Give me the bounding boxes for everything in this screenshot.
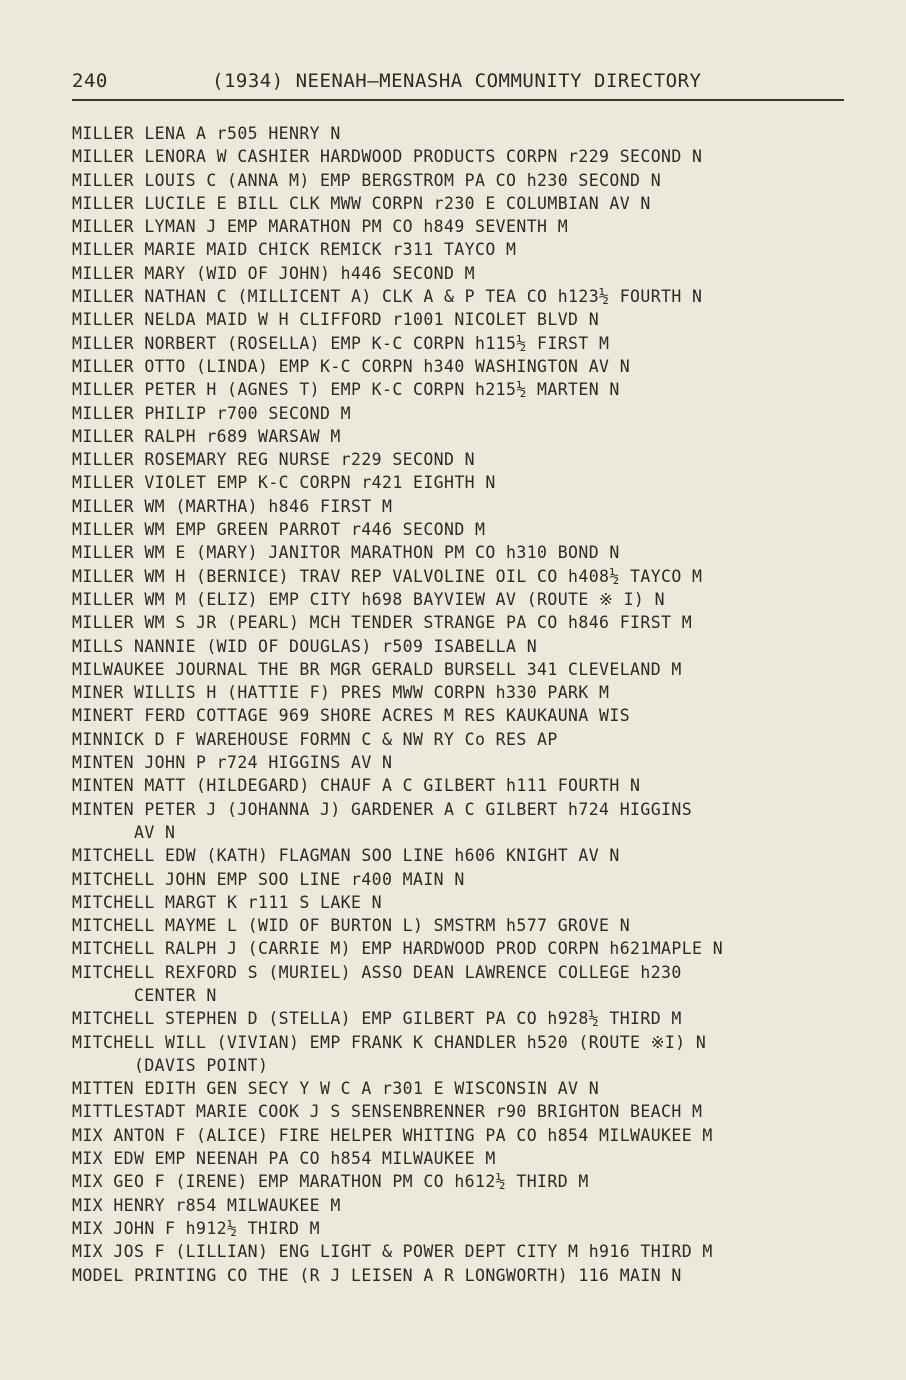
directory-entry — [72, 471, 862, 494]
entry-text: MIX HENRY r854 MILWAUKEE M — [72, 1195, 341, 1215]
running-title: (1934) NEENAH—MENASHA COMMUNITY DIRECTORY — [212, 70, 702, 92]
entry-text: MILLER WM E (MARY) JANITOR MARATHON PM CO h310 BOND N — [72, 543, 620, 563]
directory-entry — [72, 1217, 862, 1240]
directory-entry — [72, 658, 862, 681]
directory-entry — [72, 285, 862, 308]
directory-entry — [72, 402, 862, 425]
directory-entry — [72, 844, 862, 867]
entry-text: MIX JOS F (LILLIAN) ENG LIGHT & POWER DEPT CITY M h916 THIRD M — [72, 1242, 713, 1262]
entry-text: MILLER LENA A r505 HENRY N — [72, 124, 341, 143]
directory-entry — [72, 588, 862, 611]
directory-entry — [72, 541, 862, 564]
entry-continuation: CENTER N — [134, 985, 217, 1005]
directory-entry — [72, 495, 862, 518]
entry-text: MILLER MARY (WID OF JOHN) h446 SECOND M — [72, 263, 476, 283]
entry-text: MILLER RALPH r689 WARSAW M — [72, 426, 341, 446]
directory-entry — [72, 1100, 862, 1123]
directory-entry — [72, 238, 862, 261]
directory-entry — [72, 914, 862, 937]
entry-text: MIX JOHN F h912½ THIRD M — [72, 1218, 321, 1238]
entry-text: MILLER WM H (BERNICE) TRAV REP VALVOLINE OIL CO h408½ TAYCO M — [72, 566, 703, 586]
entry-text: MINER WILLIS H (HATTIE F) PRES MWW CORPN h330 PARK M — [72, 683, 610, 703]
directory-entry — [72, 332, 862, 355]
entry-text: MINTEN PETER J (JOHANNA J) GARDENER A C GILBERT h724 HIGGINS — [72, 799, 693, 819]
entry-text: MILLS NANNIE (WID OF DOUGLAS) r509 ISABELLA N — [72, 636, 538, 656]
entry-text: MILLER LYMAN J EMP MARATHON PM CO h849 SEVENTH M — [72, 217, 569, 237]
directory-entry — [72, 961, 862, 1008]
entry-text: MILLER PHILIP r700 SECOND M — [72, 403, 352, 423]
directory-entries — [72, 122, 862, 1287]
entry-text: MILLER PETER H (AGNES T) EMP K-C CORPN h215½ MARTEN N — [72, 380, 620, 400]
entry-text: MILLER WM (MARTHA) h846 FIRST M — [72, 496, 393, 516]
entry-text: MITCHELL MAYME L (WID OF BURTON L) SMSTRM h577 GROVE N — [72, 916, 631, 936]
directory-entry — [72, 728, 862, 751]
directory-entry — [72, 798, 862, 845]
directory-entry — [72, 1264, 862, 1287]
directory-entry — [72, 518, 862, 541]
directory-entry — [72, 192, 862, 215]
entry-text: MILLER LUCILE E BILL CLK MWW CORPN r230 E COLUMBIAN AV N — [72, 193, 651, 213]
entry-text: MILLER WM EMP GREEN PARROT r446 SECOND M — [72, 520, 486, 540]
entry-text: MILLER WM S JR (PEARL) MCH TENDER STRANGE PA CO h846 FIRST M — [72, 613, 693, 633]
entry-text: MILLER ROSEMARY REG NURSE r229 SECOND N — [72, 450, 476, 470]
directory-entry — [72, 169, 862, 192]
entry-text: MILLER NELDA MAID W H CLIFFORD r1001 NICOLET BLVD N — [72, 310, 600, 330]
directory-entry — [72, 611, 862, 634]
entry-text: MINNICK D F WAREHOUSE FORMN C & NW RY Co RES AP — [72, 729, 558, 749]
entry-text: MILWAUKEE JOURNAL THE BR MGR GERALD BURSELL 341 CLEVELAND M — [72, 659, 682, 679]
entry-text: MILLER VIOLET EMP K-C CORPN r421 EIGHTH N — [72, 473, 496, 493]
directory-entry — [72, 1240, 862, 1263]
entry-text: MILLER MARIE MAID CHICK REMICK r311 TAYCO M — [72, 240, 517, 260]
directory-entry — [72, 1147, 862, 1170]
entry-text: MITCHELL STEPHEN D (STELLA) EMP GILBERT PA CO h928½ THIRD M — [72, 1009, 682, 1029]
entry-text: MITCHELL EDW (KATH) FLAGMAN SOO LINE h606 KNIGHT AV N — [72, 846, 620, 866]
entry-text: MITTLESTADT MARIE COOK J S SENSENBRENNER r90 BRIGHTON BEACH M — [72, 1102, 703, 1122]
directory-entry — [72, 262, 862, 285]
entry-text: MILLER NORBERT (ROSELLA) EMP K-C CORPN h115½ FIRST M — [72, 333, 610, 353]
entry-text: MIX GEO F (IRENE) EMP MARATHON PM CO h612½ THIRD M — [72, 1172, 589, 1192]
directory-entry — [72, 1031, 862, 1078]
directory-entry — [72, 1194, 862, 1217]
directory-entry — [72, 308, 862, 331]
directory-entry — [72, 635, 862, 658]
directory-entry — [72, 704, 862, 727]
page-number: 240 — [72, 70, 108, 92]
directory-entry — [72, 378, 862, 401]
directory-entry — [72, 448, 862, 471]
directory-entry — [72, 122, 862, 145]
entry-continuation: (DAVIS POINT) — [134, 1055, 269, 1075]
entry-text: MINTEN JOHN P r724 HIGGINS AV N — [72, 753, 393, 773]
entry-text: MITCHELL REXFORD S (MURIEL) ASSO DEAN LAWRENCE COLLEGE h230 — [72, 962, 682, 982]
entry-text: MILLER LENORA W CASHIER HARDWOOD PRODUCTS CORPN r229 SECOND N — [72, 147, 703, 167]
entry-text: MODEL PRINTING CO THE (R J LEISEN A R LONGWORTH) 116 MAIN N — [72, 1265, 682, 1285]
entry-text: MITCHELL WILL (VIVIAN) EMP FRANK K CHANDLER h520 (ROUTE ※I) N — [72, 1032, 707, 1052]
directory-entry — [72, 751, 862, 774]
entry-text: MIX EDW EMP NEENAH PA CO h854 MILWAUKEE M — [72, 1149, 496, 1169]
header-rule — [72, 99, 844, 101]
directory-entry — [72, 868, 862, 891]
entry-text: MINTEN MATT (HILDEGARD) CHAUF A C GILBERT h111 FOURTH N — [72, 776, 641, 796]
entry-text: MITCHELL MARGT K r111 S LAKE N — [72, 892, 383, 912]
directory-entry — [72, 1007, 862, 1030]
directory-entry — [72, 145, 862, 168]
directory-entry — [72, 215, 862, 238]
entry-text: MILLER LOUIS C (ANNA M) EMP BERGSTROM PA CO h230 SECOND N — [72, 170, 662, 190]
directory-entry — [72, 355, 862, 378]
entry-text: MIX ANTON F (ALICE) FIRE HELPER WHITING PA CO h854 MILWAUKEE M — [72, 1125, 713, 1145]
entry-text: MILLER WM M (ELIZ) EMP CITY h698 BAYVIEW AV (ROUTE ※ I) N — [72, 589, 665, 609]
directory-entry — [72, 681, 862, 704]
directory-entry — [72, 1170, 862, 1193]
entry-text: MITTEN EDITH GEN SECY Y W C A r301 E WISCONSIN AV N — [72, 1079, 600, 1099]
entry-text: MILLER NATHAN C (MILLICENT A) CLK A & P TEA CO h123½ FOURTH N — [72, 287, 703, 307]
directory-entry — [72, 937, 862, 960]
directory-entry — [72, 425, 862, 448]
entry-text: MITCHELL RALPH J (CARRIE M) EMP HARDWOOD PROD CORPN h621MAPLE N — [72, 939, 724, 959]
entry-continuation: AV N — [134, 822, 176, 842]
entry-text: MITCHELL JOHN EMP SOO LINE r400 MAIN N — [72, 869, 465, 889]
directory-entry — [72, 565, 862, 588]
directory-entry — [72, 1077, 862, 1100]
page-header — [72, 70, 844, 98]
directory-entry — [72, 891, 862, 914]
entry-text: MINERT FERD COTTAGE 969 SHORE ACRES M RES KAUKAUNA WIS — [72, 706, 631, 726]
directory-entry — [72, 774, 862, 797]
directory-entry — [72, 1124, 862, 1147]
entry-text: MILLER OTTO (LINDA) EMP K-C CORPN h340 WASHINGTON AV N — [72, 356, 631, 376]
